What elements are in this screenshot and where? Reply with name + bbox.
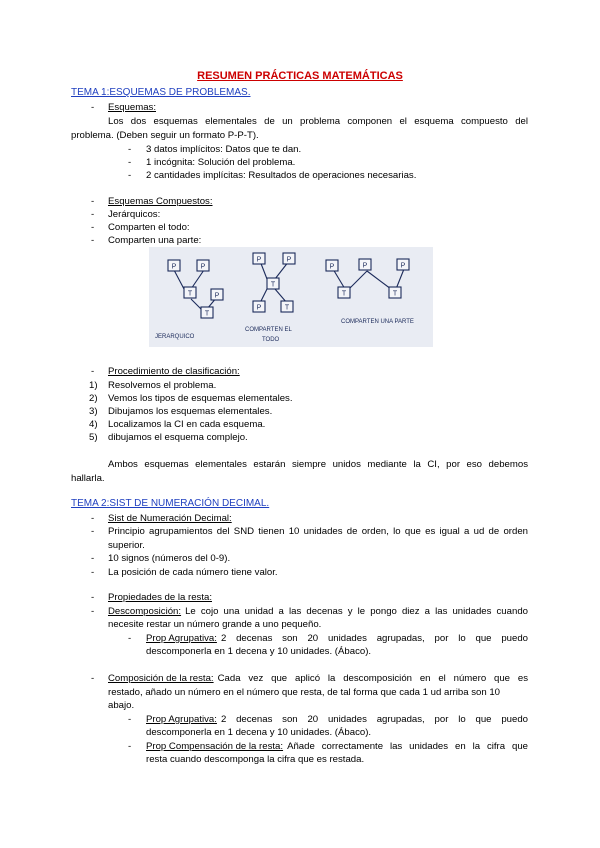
esquemas-item: 2 cantidades implícitas: Resultados de operaciones necesarias.	[146, 170, 417, 181]
step-number: 3)	[89, 406, 98, 417]
document-title: RESUMEN PRÁCTICAS MATEMÁTICAS	[197, 70, 403, 82]
composicion-text: Cada vez que aplicó la descomposición en el número que es	[217, 673, 528, 684]
bullet-dash: -	[91, 553, 95, 564]
step-text: Localizamos la CI en cada esquema.	[108, 419, 266, 430]
procedimiento-note-line2: hallarla.	[71, 473, 105, 484]
diagram-node-label: T	[284, 304, 290, 312]
diagram-node-label: P	[200, 263, 206, 271]
snd-item: 10 signos (números del 0-9).	[108, 553, 231, 564]
diagram-caption: TODO	[262, 337, 280, 343]
diagram-node	[197, 260, 209, 271]
bullet-dash: -	[128, 714, 132, 725]
diagram-node-label: P	[171, 263, 177, 271]
prop-compensacion-label: Prop Compensación de la resta:	[146, 741, 284, 752]
composicion-line1	[108, 673, 528, 684]
step-text: dibujamos el esquema complejo.	[108, 432, 248, 443]
esquemas-item: 1 incógnita: Solución del problema.	[146, 157, 296, 168]
schema-diagram-photo	[149, 247, 433, 347]
snd-item-line1: Principio agrupamientos del SND tienen 10 unidades de orden, lo que es igual a ud de orden	[108, 526, 528, 537]
diagram-caption: COMPARTEN EL	[245, 327, 292, 333]
diagram-node-label: P	[286, 256, 292, 264]
prop-agrupativa-text: 2 decenas son 20 unidades agrupadas, por lo que puedo	[220, 633, 528, 644]
diagram-node-label: P	[400, 262, 406, 270]
diagram-node-label: T	[204, 310, 210, 318]
bullet-dash: -	[128, 633, 132, 644]
step-text: Resolvemos el problema.	[108, 380, 217, 391]
procedimiento-note-line1: Ambos esquemas elementales estarán siempre unidos mediante la CI, por eso debemos	[108, 459, 528, 470]
step-number: 5)	[89, 432, 98, 443]
diagram-node-label: P	[256, 256, 262, 264]
step-number: 4)	[89, 419, 98, 430]
diagram-node	[201, 307, 213, 318]
diagram-node-label: P	[256, 304, 262, 312]
bullet-dash: -	[128, 170, 132, 181]
bullet-dash: -	[91, 222, 95, 233]
prop-compensacion-line1	[146, 741, 528, 752]
bullet-dash: -	[91, 592, 95, 603]
esquemas-item: 3 datos implícitos: Datos que te dan.	[146, 144, 302, 155]
prop-agrupativa-label: Prop Agrupativa:	[146, 633, 217, 644]
bullet-dash: -	[128, 144, 132, 155]
descomposicion-text: Le cojo una unidad a las decenas y le pongo diez a las unidades cuando	[185, 606, 528, 617]
bullet-dash: -	[91, 196, 95, 207]
snd-item: La posición de cada número tiene valor.	[108, 567, 278, 578]
prop-compensacion-text: Añade correctamente las unidades en la cifra que	[287, 741, 528, 752]
esquemas-paragraph-line1: Los dos esquemas elementales de un problema componen el esquema compuesto del	[108, 116, 528, 127]
snd-label: Sist de Numeración Decimal:	[108, 513, 232, 524]
bullet-dash: -	[91, 366, 95, 377]
step-number: 2)	[89, 393, 98, 404]
diagram-node-label: P	[329, 263, 335, 271]
diagram-node	[326, 260, 338, 271]
composicion-line3: abajo.	[108, 700, 135, 711]
descomposicion-line1	[108, 606, 528, 617]
compuestos-label: Esquemas Compuestos:	[108, 196, 213, 207]
prop-agrupativa-line2: descomponerla en 1 decena y 10 unidades. (Ábaco).	[146, 646, 372, 657]
descomposicion-line2: necesite restar un número grande a uno pequeño.	[108, 619, 322, 630]
diagram-node-label: T	[341, 290, 347, 298]
diagram-caption: COMPARTEN UNA PARTE	[341, 319, 414, 325]
prop-agrupativa2-line2: descomponerla en 1 decena y 10 unidades. (Ábaco).	[146, 727, 372, 738]
prop-agrupativa2-label: Prop Agrupativa:	[146, 714, 217, 725]
composicion-line2: restado, añado un número en el número que resta, de tal forma que cada 1 ud arriba son 10	[108, 687, 500, 698]
tema1-heading: TEMA 1:ESQUEMAS DE PROBLEMAS.	[71, 87, 251, 98]
diagram-node	[253, 301, 265, 312]
bullet-dash: -	[91, 102, 95, 113]
prop-agrupativa2-line1	[146, 714, 528, 725]
diagram-node-label: T	[187, 290, 193, 298]
propiedades-label: Propiedades de la resta:	[108, 592, 212, 603]
diagram-caption: JERARQUICO	[155, 334, 195, 340]
diagram-node	[389, 287, 401, 298]
step-text: Vemos los tipos de esquemas elementales.	[108, 393, 293, 404]
compuestos-item: Comparten el todo:	[108, 222, 190, 233]
diagram-node	[283, 253, 295, 264]
diagram-node-label: P	[362, 262, 368, 270]
diagram-node-label: T	[270, 281, 276, 289]
diagram-node-label: T	[392, 290, 398, 298]
diagram-node	[359, 259, 371, 270]
diagram-node	[397, 259, 409, 270]
bullet-dash: -	[128, 157, 132, 168]
tema2-heading: TEMA 2:SIST DE NUMERACIÓN DECIMAL.	[71, 498, 270, 509]
prop-compensacion-line2: resta cuando descomponga la cifra que es restada.	[146, 754, 365, 765]
diagram-node	[184, 287, 196, 298]
bullet-dash: -	[91, 235, 95, 246]
compuestos-item: Jerárquicos:	[108, 209, 161, 220]
prop-agrupativa-line1	[146, 633, 528, 644]
diagram-node-label: P	[214, 292, 220, 300]
bullet-dash: -	[91, 606, 95, 617]
procedimiento-label: Procedimiento de clasificación:	[108, 366, 240, 377]
diagram-node	[253, 253, 265, 264]
diagram-node	[281, 301, 293, 312]
step-text: Dibujamos los esquemas elementales.	[108, 406, 273, 417]
bullet-dash: -	[91, 567, 95, 578]
compuestos-item: Comparten una parte:	[108, 235, 202, 246]
composicion-label: Composición de la resta:	[108, 673, 214, 684]
bullet-dash: -	[91, 526, 95, 537]
bullet-dash: -	[91, 673, 95, 684]
bullet-dash: -	[128, 741, 132, 752]
bullet-dash: -	[91, 209, 95, 220]
esquemas-label: Esquemas:	[108, 102, 156, 113]
snd-item-line2: superior.	[108, 540, 145, 551]
diagram-node	[338, 287, 350, 298]
diagram-node	[168, 260, 180, 271]
bullet-dash: -	[91, 513, 95, 524]
prop-agrupativa2-text: 2 decenas son 20 unidades agrupadas, por lo que puedo	[220, 714, 528, 725]
diagram-node	[211, 289, 223, 300]
esquemas-paragraph-line2: problema. (Deben seguir un formato P-P-T).	[71, 130, 259, 141]
step-number: 1)	[89, 380, 98, 391]
descomposicion-label: Descomposición:	[108, 606, 182, 617]
diagram-node	[267, 278, 279, 289]
